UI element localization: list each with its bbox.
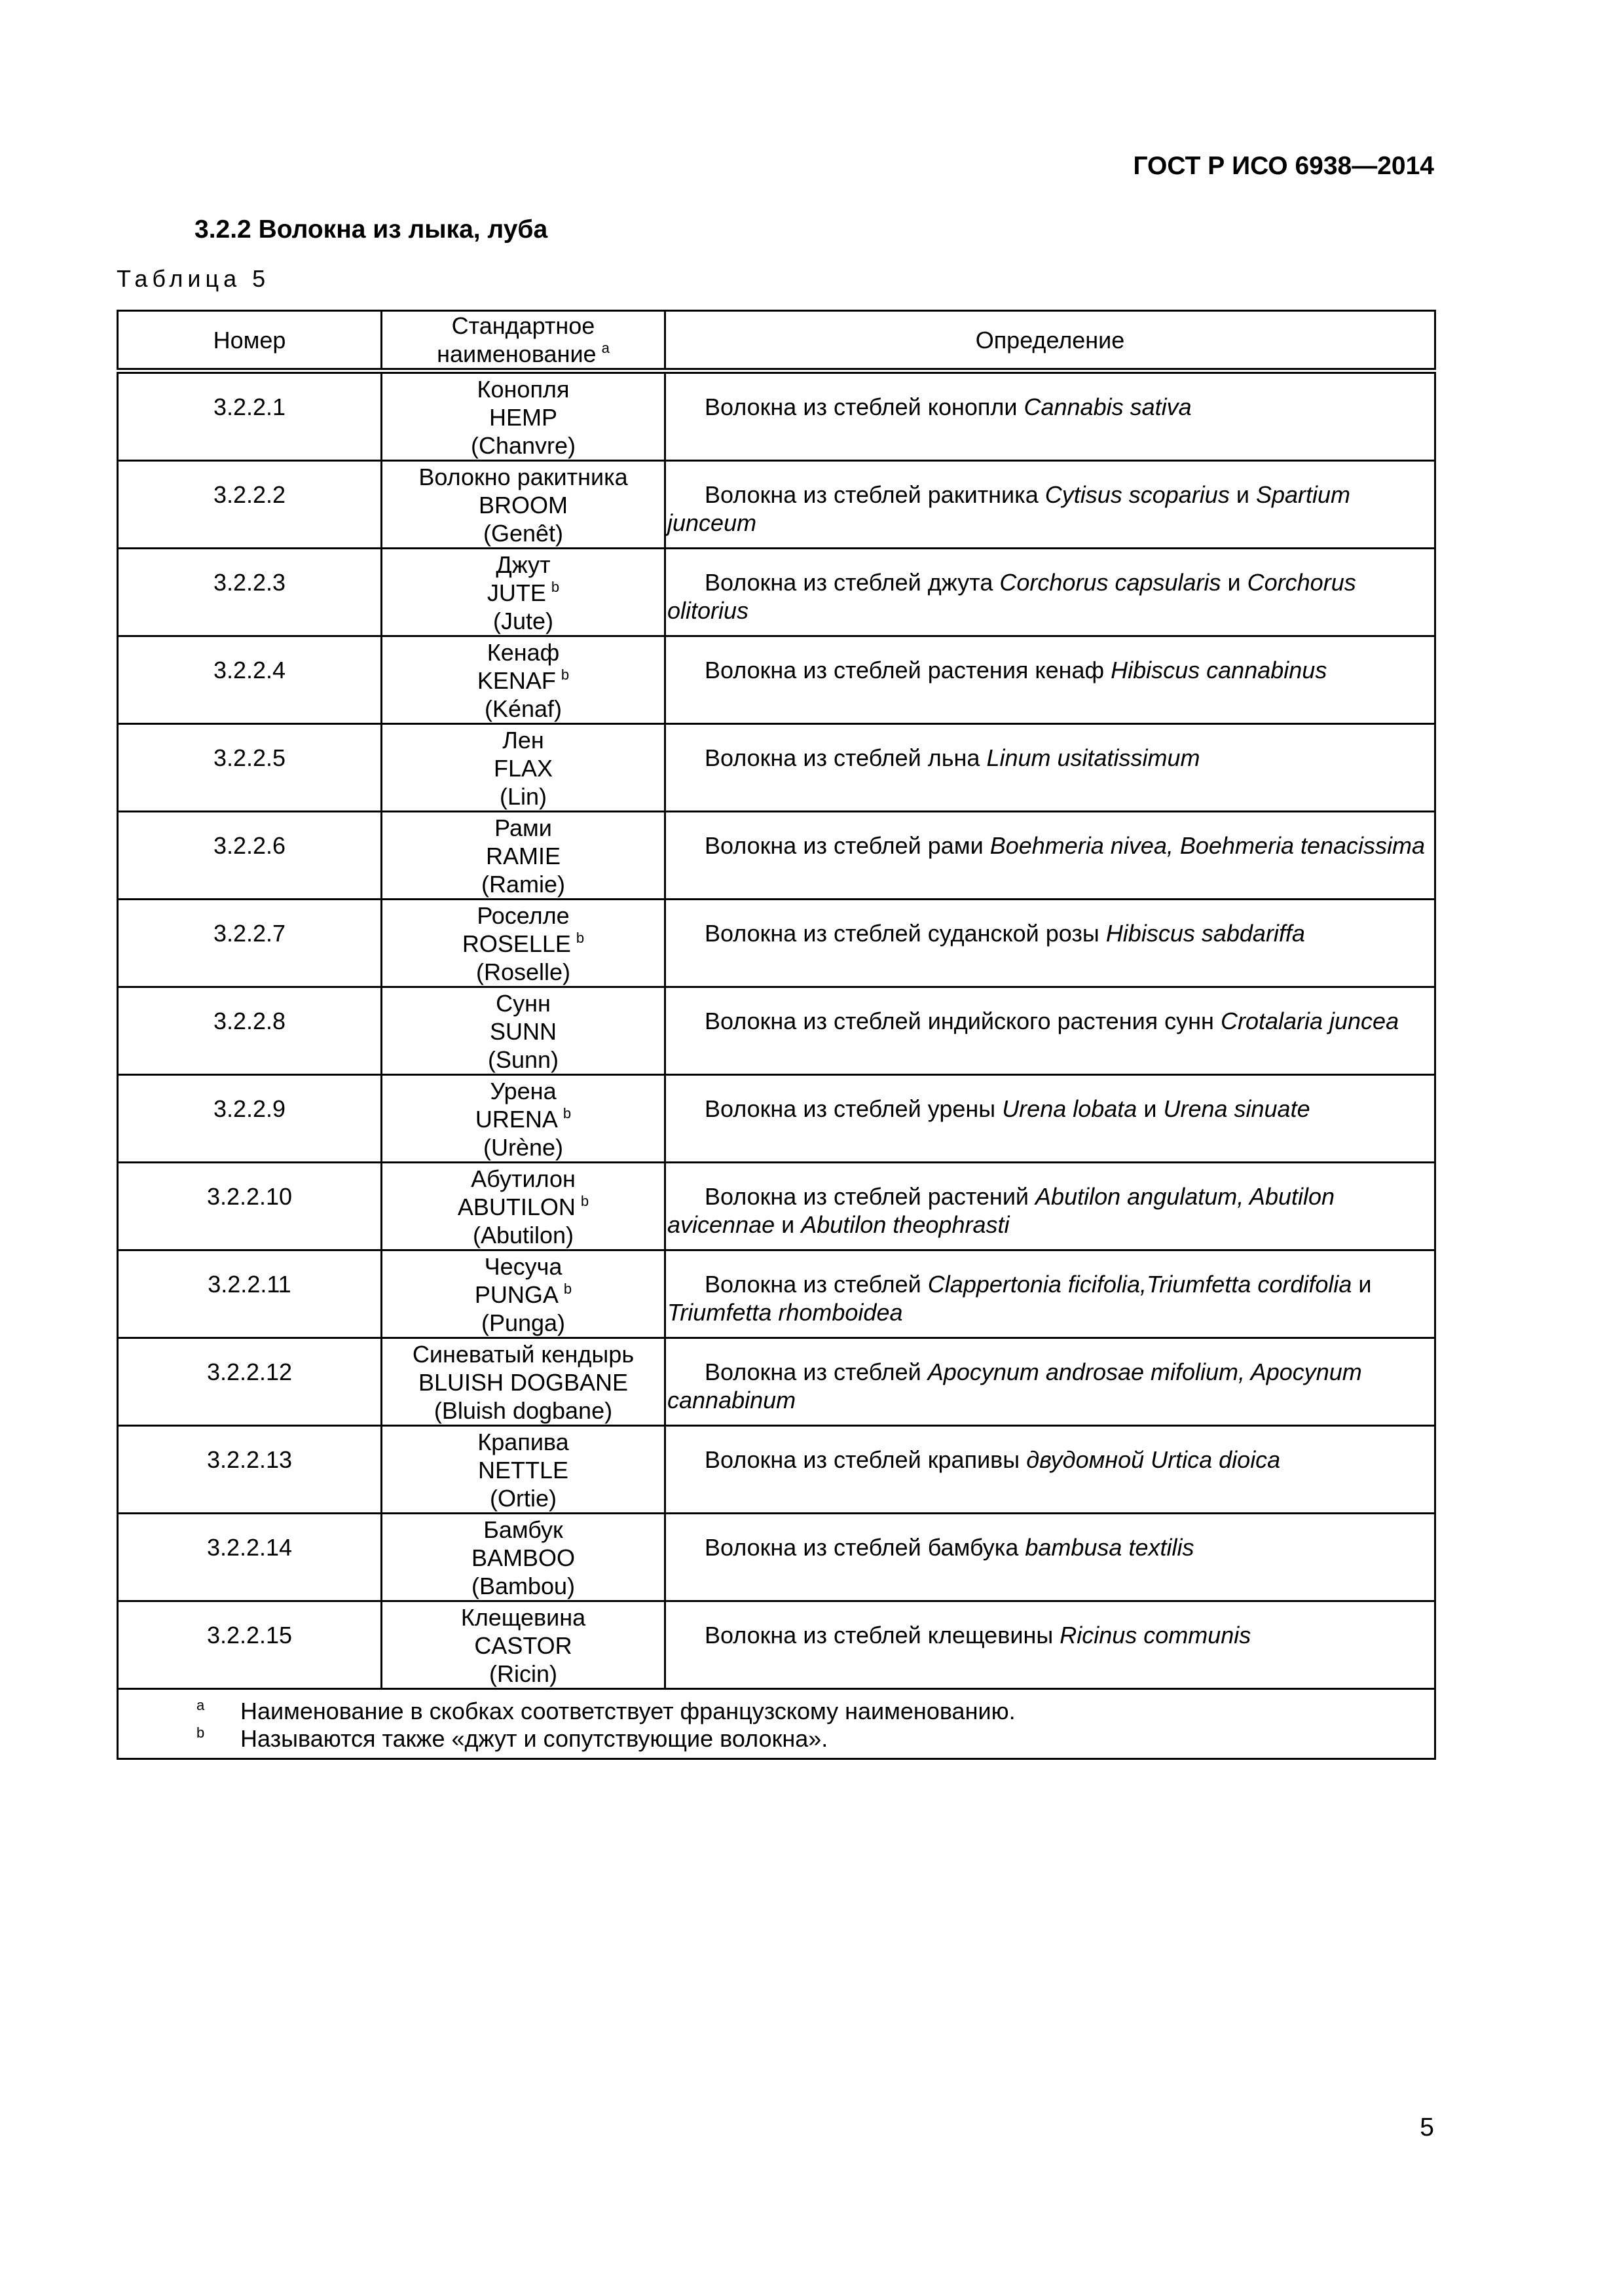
definition <box>665 636 1435 724</box>
name-english-line <box>382 403 664 431</box>
definition <box>665 461 1435 549</box>
table-row <box>118 987 1435 1075</box>
table-header-row <box>118 311 1435 371</box>
header-name-line2: наименование <box>437 340 597 367</box>
footnote-mark: b <box>576 930 585 946</box>
name-russian: Синеватый кендырь <box>412 1341 635 1368</box>
document-id: ГОСТ Р ИСО 6938—2014 <box>1133 152 1434 180</box>
standard-name <box>382 812 665 900</box>
name-english: FLAX <box>493 755 553 782</box>
row-number: 3.2.2.13 <box>118 1426 382 1514</box>
definition-latin-name: Cannabis sativa <box>1024 393 1192 420</box>
name-french: (Punga) <box>481 1309 566 1336</box>
footnote-a <box>119 1698 1434 1725</box>
standard-name <box>382 1601 665 1689</box>
definition-text: Волокна из стеблей ракитника <box>705 481 1045 508</box>
definition-text: Волокна из стеблей урены <box>705 1095 1003 1122</box>
footnote-a-text: Наименование в скобках соответствует французскому наименованию. <box>240 1698 1016 1724</box>
footnote-b-text: Называются также «джут и сопутствующие волокна». <box>240 1725 828 1752</box>
name-english-line <box>382 1368 664 1396</box>
standard-name <box>382 900 665 987</box>
definition-latin-name: Triumfetta rhomboidea <box>667 1299 903 1326</box>
row-number: 3.2.2.12 <box>118 1338 382 1426</box>
table-row <box>118 900 1435 987</box>
row-number: 3.2.2.5 <box>118 724 382 812</box>
fibres-table <box>117 310 1436 1760</box>
definition <box>665 549 1435 636</box>
name-russian: Абутилон <box>471 1165 576 1192</box>
definition-text: Волокна из стеблей растений <box>705 1183 1036 1210</box>
table-row <box>118 812 1435 900</box>
header-number: Номер <box>118 311 382 371</box>
name-russian: Конопля <box>477 376 570 403</box>
name-russian: Бамбук <box>483 1516 563 1543</box>
definition-text: Волокна из стеблей клещевины <box>705 1622 1060 1649</box>
definition <box>665 724 1435 812</box>
definition-latin-name: Abutilon angulatum, Abutilon avicennae <box>667 1183 1335 1238</box>
name-russian: Крапива <box>477 1429 569 1455</box>
name-english-line <box>382 1281 664 1309</box>
definition-latin-name: Urena lobata <box>1002 1095 1137 1122</box>
footnote-mark: b <box>563 1105 572 1121</box>
row-number: 3.2.2.11 <box>118 1250 382 1338</box>
definition <box>665 1163 1435 1250</box>
table-row <box>118 549 1435 636</box>
name-russian: Джут <box>496 551 551 578</box>
name-french: (Chanvre) <box>470 432 576 459</box>
standard-name <box>382 636 665 724</box>
name-english-line <box>382 491 664 519</box>
definition-text: Волокна из стеблей <box>705 1271 928 1298</box>
definition-latin-name: Hibiscus sabdariffa <box>1105 920 1305 947</box>
standard-name <box>382 724 665 812</box>
definition-latin-name: двудомной Urtica dioica <box>1026 1446 1281 1473</box>
name-english: BAMBOO <box>471 1544 576 1571</box>
definition-latin-name: Corchorus capsularis <box>999 569 1221 596</box>
name-english: BLUISH DOGBANE <box>418 1369 629 1396</box>
definition-text: Волокна из стеблей крапивы <box>705 1446 1027 1473</box>
definition <box>665 987 1435 1075</box>
definition-latin-name: Linum usitatissimum <box>986 744 1200 771</box>
definition <box>665 1426 1435 1514</box>
footnote-mark: a <box>601 340 610 356</box>
definition-text: Волокна из стеблей <box>705 1358 928 1385</box>
name-russian: Сунн <box>496 990 551 1017</box>
table-row <box>118 1338 1435 1426</box>
definition-text: и <box>1221 569 1247 596</box>
standard-name <box>382 549 665 636</box>
definition-latin-name: bambusa textilis <box>1025 1534 1194 1561</box>
table-row <box>118 461 1435 549</box>
name-english-line <box>382 1193 664 1221</box>
name-russian: Рами <box>494 814 552 841</box>
definition-latin-name: Spartium junceum <box>667 481 1351 536</box>
name-french: (Bambou) <box>471 1573 576 1599</box>
name-french: (Ricin) <box>489 1660 557 1687</box>
name-english: JUTE <box>487 579 546 606</box>
definition-text: и <box>1352 1271 1372 1298</box>
name-russian: Кенаф <box>487 639 560 666</box>
table-row <box>118 1163 1435 1250</box>
definition-text: Волокна из стеблей растения кенаф <box>705 657 1111 683</box>
name-english: SUNN <box>489 1018 557 1045</box>
definition-latin-name: Abutilon theophrasti <box>801 1211 1010 1238</box>
definition-text: и <box>1229 481 1256 508</box>
table-row <box>118 636 1435 724</box>
definition <box>665 1338 1435 1426</box>
definition-text: и <box>1137 1095 1164 1122</box>
name-english-line <box>382 930 664 958</box>
definition-text: Волокна из стеблей суданской розы <box>705 920 1106 947</box>
name-french: (Ortie) <box>490 1485 557 1512</box>
page-number: 5 <box>1420 2113 1434 2141</box>
name-english: BROOM <box>478 492 568 519</box>
name-french: (Lin) <box>499 783 547 810</box>
footnote-mark: b <box>551 579 560 595</box>
row-number: 3.2.2.3 <box>118 549 382 636</box>
definition-text: Волокна из стеблей джута <box>705 569 1000 596</box>
table-row <box>118 1514 1435 1601</box>
row-number: 3.2.2.8 <box>118 987 382 1075</box>
table-row <box>118 724 1435 812</box>
footnote-mark: b <box>561 666 570 683</box>
table-row <box>118 1250 1435 1338</box>
definition <box>665 1601 1435 1689</box>
header-standard-name <box>382 311 665 371</box>
definition-latin-name: Hibiscus cannabinus <box>1111 657 1327 683</box>
footnote-b <box>119 1725 1434 1753</box>
standard-name <box>382 1163 665 1250</box>
name-french: (Ramie) <box>481 871 565 898</box>
standard-name <box>382 461 665 549</box>
definition-text: Волокна из стеблей конопли <box>705 393 1024 420</box>
name-russian: Волокно ракитника <box>418 464 628 490</box>
name-french: (Sunn) <box>487 1046 559 1073</box>
definition-latin-name: Corchorus olitorius <box>667 569 1356 624</box>
footnote-mark: b <box>580 1193 589 1209</box>
table-caption: Таблица 5 <box>117 265 270 292</box>
definition <box>665 1250 1435 1338</box>
name-english: PUNGA <box>474 1281 559 1308</box>
definition <box>665 900 1435 987</box>
name-english-line <box>382 1017 664 1046</box>
row-number: 3.2.2.9 <box>118 1075 382 1163</box>
row-number: 3.2.2.2 <box>118 461 382 549</box>
footnote-mark: b <box>563 1281 572 1297</box>
name-french: (Urène) <box>483 1134 564 1161</box>
definition-text: Волокна из стеблей льна <box>705 744 987 771</box>
name-english-line <box>382 754 664 782</box>
name-english: CASTOR <box>474 1632 572 1659</box>
definition-latin-name: Cytisus scoparius <box>1044 481 1230 508</box>
definition-text: и <box>775 1211 802 1238</box>
footnotes-cell <box>118 1689 1435 1759</box>
standard-name <box>382 1075 665 1163</box>
table-row <box>118 371 1435 461</box>
row-number: 3.2.2.14 <box>118 1514 382 1601</box>
name-english-line <box>382 579 664 607</box>
name-russian: Урена <box>490 1078 557 1104</box>
name-russian: Лен <box>502 727 544 754</box>
name-french: (Abutilon) <box>472 1222 574 1248</box>
name-english-line <box>382 666 664 695</box>
standard-name <box>382 371 665 461</box>
definition-text: Волокна из стеблей рами <box>705 832 990 859</box>
name-french: (Bluish dogbane) <box>434 1397 613 1424</box>
name-english-line <box>382 1105 664 1133</box>
name-english-line <box>382 1456 664 1484</box>
table-row <box>118 1426 1435 1514</box>
standard-name <box>382 1514 665 1601</box>
name-english: ROSELLE <box>462 930 571 957</box>
name-english-line <box>382 1544 664 1572</box>
name-english: HEMP <box>489 404 557 431</box>
name-french: (Kénaf) <box>484 695 563 722</box>
definition-latin-name: Crotalaria juncea <box>1220 1008 1399 1034</box>
definition-latin-name: Ricinus communis <box>1060 1622 1251 1649</box>
name-russian: Роселле <box>477 902 570 929</box>
name-french: (Jute) <box>492 608 554 634</box>
name-russian: Клещевина <box>460 1604 586 1631</box>
row-number: 3.2.2.4 <box>118 636 382 724</box>
name-english: KENAF <box>477 667 556 694</box>
definition <box>665 1075 1435 1163</box>
name-russian: Чесуча <box>484 1253 563 1280</box>
definition-latin-name: Urena sinuate <box>1163 1095 1310 1122</box>
name-english-line <box>382 1631 664 1660</box>
row-number: 3.2.2.6 <box>118 812 382 900</box>
row-number: 3.2.2.15 <box>118 1601 382 1689</box>
name-english: NETTLE <box>477 1457 569 1484</box>
name-english: URENA <box>475 1106 558 1133</box>
definition-text: Волокна из стеблей бамбука <box>705 1534 1025 1561</box>
definition <box>665 371 1435 461</box>
standard-name <box>382 1338 665 1426</box>
name-french: (Roselle) <box>475 958 571 985</box>
footnotes-row <box>118 1689 1435 1759</box>
name-english: ABUTILON <box>457 1194 576 1220</box>
section-title: 3.2.2 Волокна из лыка, луба <box>194 215 548 244</box>
name-french: (Genêt) <box>483 520 564 547</box>
table-row <box>118 1075 1435 1163</box>
standard-name <box>382 987 665 1075</box>
table-row <box>118 1601 1435 1689</box>
definition <box>665 812 1435 900</box>
standard-name <box>382 1250 665 1338</box>
definition-latin-name: Apocynum androsae mifolium, Apocynum cannabinum <box>667 1358 1362 1413</box>
definition-text: Волокна из стеблей индийского растения сунн <box>705 1008 1221 1034</box>
definition-latin-name: Clappertonia ficifolia,Triumfetta cordifolia <box>927 1271 1352 1298</box>
row-number: 3.2.2.1 <box>118 371 382 461</box>
header-name-line1: Стандартное <box>451 312 595 339</box>
header-definition: Определение <box>665 311 1435 371</box>
standard-name <box>382 1426 665 1514</box>
row-number: 3.2.2.7 <box>118 900 382 987</box>
row-number: 3.2.2.10 <box>118 1163 382 1250</box>
footnote-b-mark: b <box>196 1724 205 1741</box>
definition <box>665 1514 1435 1601</box>
name-english: RAMIE <box>485 843 561 869</box>
name-english-line <box>382 842 664 870</box>
footnote-a-mark: a <box>196 1697 205 1713</box>
definition-latin-name: Boehmeria nivea, Boehmeria tenacissima <box>989 832 1426 859</box>
